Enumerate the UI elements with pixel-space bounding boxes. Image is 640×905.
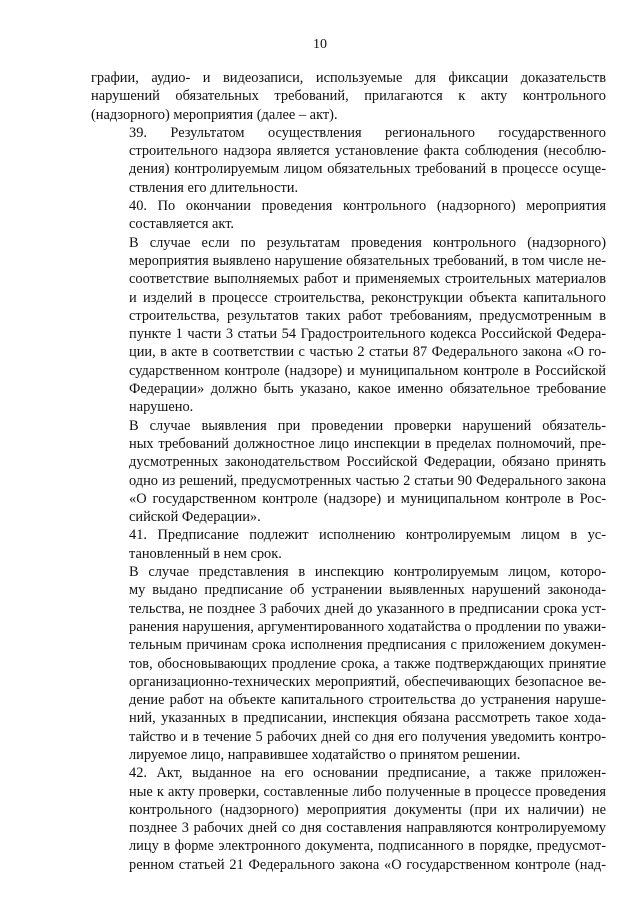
text-line: тельства, не позднее 3 рабочих дней до указанного в предписании срока уст- — [129, 600, 606, 617]
text-line: ные к акту проверки, составленные либо полученные в процессе проведения — [129, 783, 606, 800]
text-line: дение работ на объекте капитального строительства до устранения наруше- — [129, 692, 606, 709]
text-line: ции, в акте в соответствии с частью 2 статьи 87 Федерального закона «О го- — [129, 344, 606, 361]
paragraph — [91, 69, 606, 124]
paragraph — [91, 764, 606, 874]
text-line: нарушено. — [129, 399, 194, 416]
text-line: В случае выявления при проведении проверки нарушений обязатель- — [129, 417, 606, 434]
text-line: контрольного (надзорного) мероприятия документы (при их наличии) не — [129, 801, 606, 818]
text-line: тельным причинам срока исполнения предписания с приложением докумен- — [129, 637, 606, 654]
text-line: тов, обосновывающих продление срока, а также подтверждающих принятие — [129, 655, 606, 672]
document-body — [91, 69, 606, 874]
text-line: дусмотренных законодательством Российской Федерации, обязано принять — [129, 454, 606, 471]
text-line: ствления его длительности. — [129, 179, 299, 196]
text-line: организационно-технических мероприятий, обеспечивающих безопасное ве- — [129, 673, 606, 690]
text-line: ренном статьей 21 Федерального закона «О государственном контроле (над- — [129, 856, 606, 873]
text-line: нарушений обязательных требований, прилагаются к акту контрольного — [91, 88, 606, 105]
text-line: позднее 3 рабочих дней со дня составления направляются контролируемому — [129, 820, 606, 837]
text-line: составляется акт. — [129, 216, 235, 233]
paragraph — [91, 417, 606, 527]
text-line: В случае представления в инспекцию контролируемым лицом, которо- — [129, 564, 606, 581]
text-line: 42. Акт, выданное на его основании предписание, а также приложен- — [129, 765, 606, 782]
text-line: Федерации» должно быть указано, какое именно обязательное требование — [129, 381, 606, 398]
text-line: 40. По окончании проведения контрольного (надзорного) мероприятия — [129, 198, 606, 215]
text-line: (надзорного) мероприятия (далее – акт). — [91, 106, 338, 123]
paragraph — [91, 124, 606, 197]
text-line: 39. Результатом осуществления регионального государственного — [129, 124, 606, 141]
text-line: му выдано предписание об устранении выявленных нарушений законода- — [129, 582, 606, 599]
text-line: одно из решений, предусмотренных частью 2 статьи 90 Федерального закона — [129, 472, 606, 489]
text-line: тайство и в течение 5 рабочих дней со дня его получения уведомить контро- — [129, 728, 606, 745]
text-line: лицу в форме электронного документа, подписанного в порядке, предусмот- — [129, 838, 606, 855]
text-line: и изделий в процессе строительства, реконструкции объекта капитального — [129, 289, 606, 306]
paragraph — [91, 526, 606, 563]
text-line: тановленный в нем срок. — [129, 545, 282, 562]
text-line: сударственном контроле (надзоре) и муниципальном контроле в Российской — [129, 362, 606, 379]
text-line: строительства, результатов таких работ требованиям, предусмотренным в — [129, 307, 606, 324]
text-line: В случае если по результатам проведения контрольного (надзорного) — [129, 234, 606, 251]
page-number: 10 — [313, 37, 327, 52]
text-line: лируемое лицо, направившее ходатайство о принятом решении. — [129, 746, 521, 763]
text-line: пункте 1 части 3 статьи 54 Градостроительного кодекса Российской Федера- — [129, 326, 606, 343]
text-line: соответствие выполняемых работ и применяемых строительных материалов — [129, 271, 606, 288]
text-line: графии, аудио- и видеозаписи, используемые для фиксации доказательств — [91, 70, 606, 86]
paragraph — [91, 197, 606, 234]
text-line: мероприятия выявлено нарушение обязательных требований, в том числе не- — [129, 252, 606, 269]
text-line: сийской Федерации». — [129, 509, 261, 526]
paragraph — [91, 234, 606, 417]
text-line: 41. Предписание подлежит исполнению контролируемым лицом в ус- — [129, 527, 606, 544]
text-line: ных требований должностное лицо инспекции в пределах полномочий, пре- — [129, 435, 606, 452]
text-line: дения) контролируемым лицом обязательных требований в процессе осуще- — [129, 161, 606, 178]
text-line: ний, указанных в предписании, инспекция обязана рассмотреть такое хода- — [129, 710, 606, 727]
text-line: «О государственном контроле (надзоре) и муниципальном контроле в Рос- — [129, 490, 606, 507]
paragraph — [91, 563, 606, 764]
text-line: ранения нарушения, аргументированного ходатайства о продлении по уважи- — [129, 618, 606, 635]
text-line: строительного надзора является установление факта соблюдения (несоблю- — [129, 143, 606, 160]
